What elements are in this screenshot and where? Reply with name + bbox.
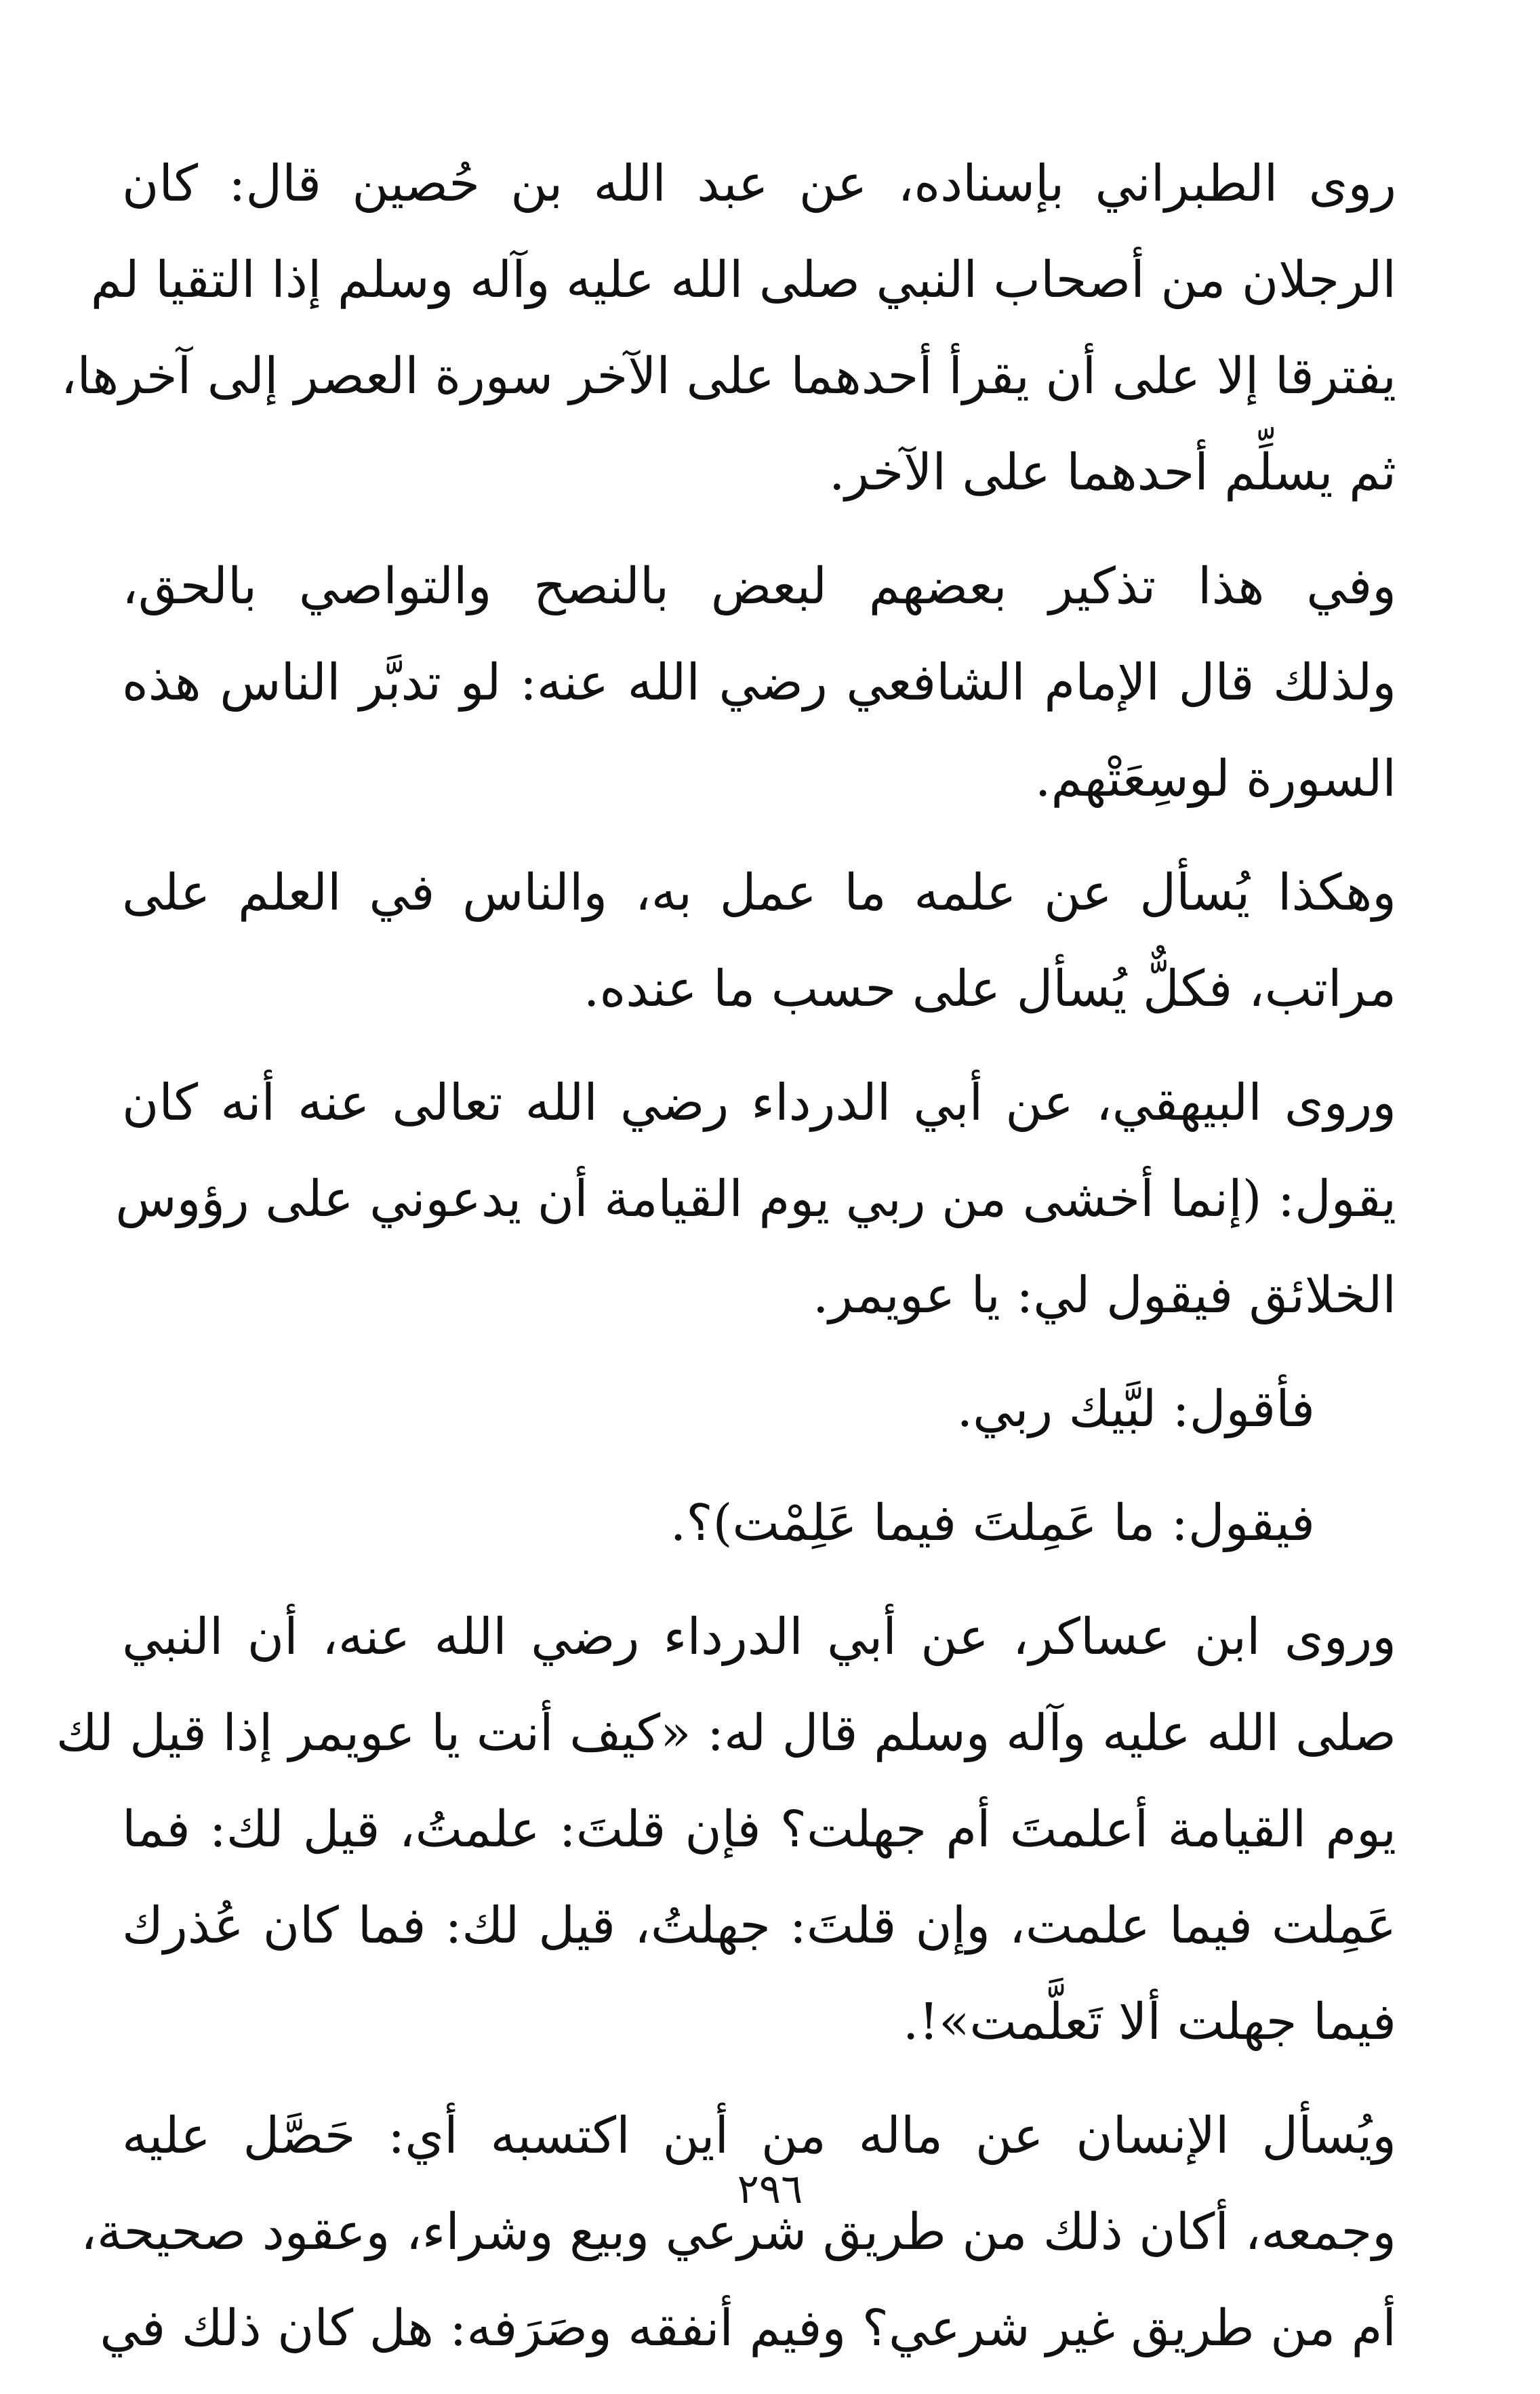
text-line: وروى ابن عساكر، عن أبي الدرداء رضي الله عنه، أن النبي [122,1608,1396,1666]
text-line: وفي هذا تذكير بعضهم لبعض بالنصح والتواصي بالحق، [122,557,1396,615]
text-line: يقول: (إنما أخشى من ربي يوم القيامة أن يدعوني على رؤوس [115,1170,1396,1228]
text-line: فأقول: لبَّيك ربي. [956,1380,1315,1438]
paragraph [122,1475,1396,1571]
paragraph [115,1055,1396,1343]
paragraph [122,538,1396,827]
text-line: مراتب، فكلٌّ يُسأل على حسب ما عنده. [583,960,1396,1018]
text-line: ثم يسلِّم أحدهما على الآخر. [829,443,1396,502]
text-line: ولذلك قال الإمام الشافعي رضي الله عنه: لو تدبَّر الناس هذه [122,653,1396,712]
text-line: وجمعه، أكان ذلك من طريق شرعي وبيع وشراء، وعقود صحيحة، [80,2203,1396,2261]
text-line: السورة لوسِعَتْهم. [1034,750,1396,808]
text-line: الخلائق فيقول لي: يا عويمر. [813,1266,1396,1324]
paragraph [122,1361,1396,1457]
paragraph [56,1589,1396,2070]
text-line: روى الطبراني بإسناده، عن عبد الله بن حُصين قال: كان [122,155,1396,213]
page-body [56,136,1396,2394]
paragraph [60,136,1396,521]
text-line: وروى البيهقي، عن أبي الدرداء رضي الله تعالى عنه أنه كان [122,1074,1396,1132]
text-line: وهكذا يُسأل عن علمه ما عمل به، والناس في العلم على [122,864,1396,922]
text-line: يوم القيامة أعلمتَ أم جهلت؟ فإن قلتَ: علمتُ، قيل لك: فما [122,1800,1396,1859]
text-line: ويُسأل الإنسان عن ماله من أين اكتسبه أي: حَصَّل عليه [122,2107,1396,2165]
text-line: صلى الله عليه وآله وسلم قال له: «كيف أنت يا عويمر إذا قيل لك [56,1704,1396,1762]
paragraph [122,845,1396,1037]
text-line: عَمِلت فيما علمت، وإن قلتَ: جهلتُ، قيل لك: فما كان عُذرك [122,1896,1396,1955]
paragraph [80,2088,1396,2376]
text-line: فيقول: ما عَمِلتَ فيما عَلِمْت)؟. [670,1494,1315,1552]
text-line: الرجلان من أصحاب النبي صلى الله عليه وآله وسلم إذا التقيا لم [90,251,1396,309]
text-line: أم من طريق غير شرعي؟ وفيم أنفقه وصَرَفه: هل كان ذلك في [100,2299,1396,2357]
text-line: يفترقا إلا على أن يقرأ أحدهما على الآخر سورة العصر إلى آخرها، [60,347,1396,405]
page-number: ٢٩٦ [737,2166,803,2213]
text-line: فيما جهلت ألا تَعلَّمت»!. [902,1993,1396,2051]
